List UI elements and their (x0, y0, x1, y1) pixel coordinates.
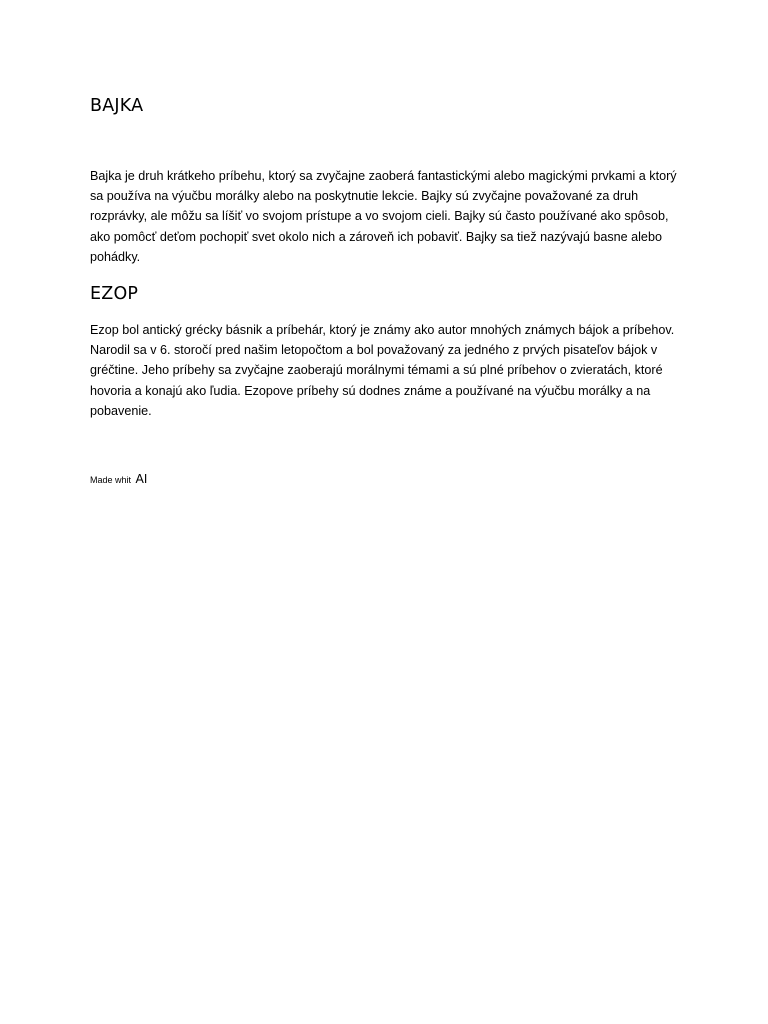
footer-suffix: AI (135, 472, 148, 486)
section-paragraph-bajka: Bajka je druh krátkeho príbehu, ktorý sa zvyčajne zaoberá fantastickými alebo magickými prvkami a ktorý sa používa na výučbu morálky alebo na poskytnutie lekcie. Bajky sú zvyčajne považované za druh rozprávky, ale môžu sa líšiť vo svojom prístupe a vo svojom cieli. Bajky sú často používané ako spôsob, ako pomôcť deťom pochopiť svet okolo nich a zároveň ich pobaviť. Bajky sa tiež nazývajú basne alebo pohádky. (90, 169, 677, 264)
section-heading-ezop: EZOP (90, 284, 139, 304)
footer-prefix: Made whit (90, 475, 132, 485)
section-paragraph-ezop: Ezop bol antický grécky básnik a príbehár, ktorý je známy ako autor mnohých známych bájok a príbehov. Narodil sa v 6. storočí pred našim letopočtom a bol považovaný za jedného z prvých pisateľov bájok v gréčtine. Jeho príbehy sa zvyčajne zaoberajú morálnymi témami a sú plné príbehov o zvieratách, ktoré hovoria a konajú ako ľudia. Ezopove príbehy sú dodnes známe a používané na výučbu morálky a na pobavenie. (90, 323, 675, 418)
section-heading-bajka: BAJKA (90, 96, 144, 116)
footer-credit (90, 470, 147, 488)
